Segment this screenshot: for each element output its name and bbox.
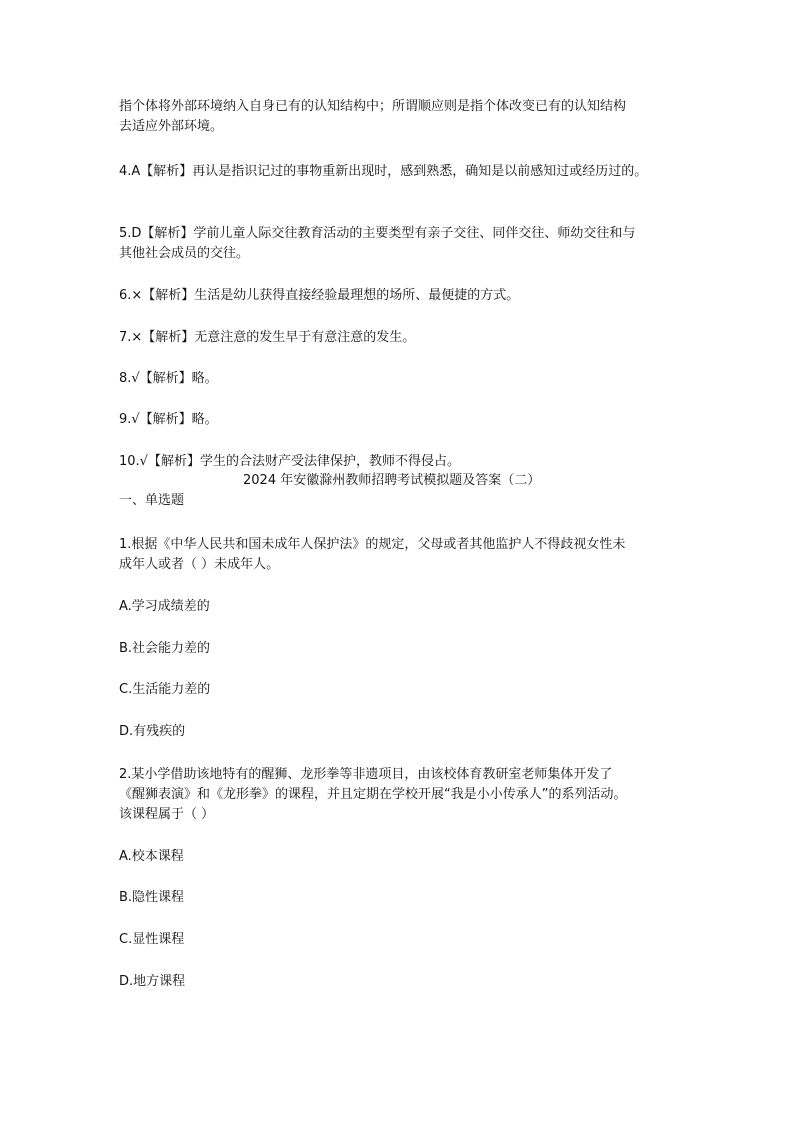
- answer-4: 4.A【解析】再认是指识记过的事物重新出现时，感到熟悉，确知是以前感知过或经历过的。: [119, 164, 648, 179]
- question-1-option-c: C.生活能力差的: [119, 682, 211, 697]
- question-2-option-d: D.地方课程: [119, 974, 186, 989]
- question-2-line3: 该课程属于（ ）: [119, 807, 215, 822]
- question-2-option-c: C.显性课程: [119, 932, 185, 947]
- answer-6: 6.×【解析】生活是幼儿获得直接经验最理想的场所、最便捷的方式。: [119, 288, 520, 303]
- answer-5-line1: 5.D【解析】学前儿童人际交往教育活动的主要类型有亲子交往、同伴交往、师幼交往和与: [119, 226, 636, 241]
- question-2-line1: 2.某小学借助该地特有的醒狮、龙形拳等非遗项目，由该校体育教研室老师集体开发了: [119, 767, 613, 782]
- answer-10: 10.√【解析】学生的合法财产受法律保护，教师不得侵占。: [119, 454, 460, 469]
- answer-7: 7.×【解析】无意注意的发生早于有意注意的发生。: [119, 330, 416, 345]
- question-1-option-b: B.社会能力差的: [119, 641, 211, 656]
- exam-title: 2024 年安徽滁州教师招聘考试模拟题及答案（二）: [243, 473, 541, 488]
- question-1-option-d: D.有残疾的: [119, 724, 186, 739]
- answer-9: 9.√【解析】略。: [119, 412, 218, 427]
- question-2-line2: 《醒狮表演》和《龙形拳》的课程，并且定期在学校开展“我是小小传承人”的系列活动。: [119, 787, 627, 802]
- answer-8: 8.√【解析】略。: [119, 371, 218, 386]
- question-2-option-a: A.校本课程: [119, 849, 184, 864]
- answer-5-line2: 其他社会成员的交往。: [119, 246, 250, 261]
- answer-3-continued-line1: 指个体将外部环境纳入自身已有的认知结构中；所谓顺应则是指个体改变已有的认知结构: [119, 99, 627, 114]
- question-1-option-a: A.学习成绩差的: [119, 599, 210, 614]
- section-heading: 一、单选题: [119, 493, 185, 508]
- question-1-line2: 成年人或者（ ）未成年人。: [119, 557, 280, 572]
- question-2-option-b: B.隐性课程: [119, 890, 185, 905]
- answer-3-continued-line2: 去适应外部环境。: [119, 119, 224, 134]
- question-1-line1: 1.根据《中华人民共和国未成年人保护法》的规定，父母或者其他监护人不得歧视女性未: [119, 537, 626, 552]
